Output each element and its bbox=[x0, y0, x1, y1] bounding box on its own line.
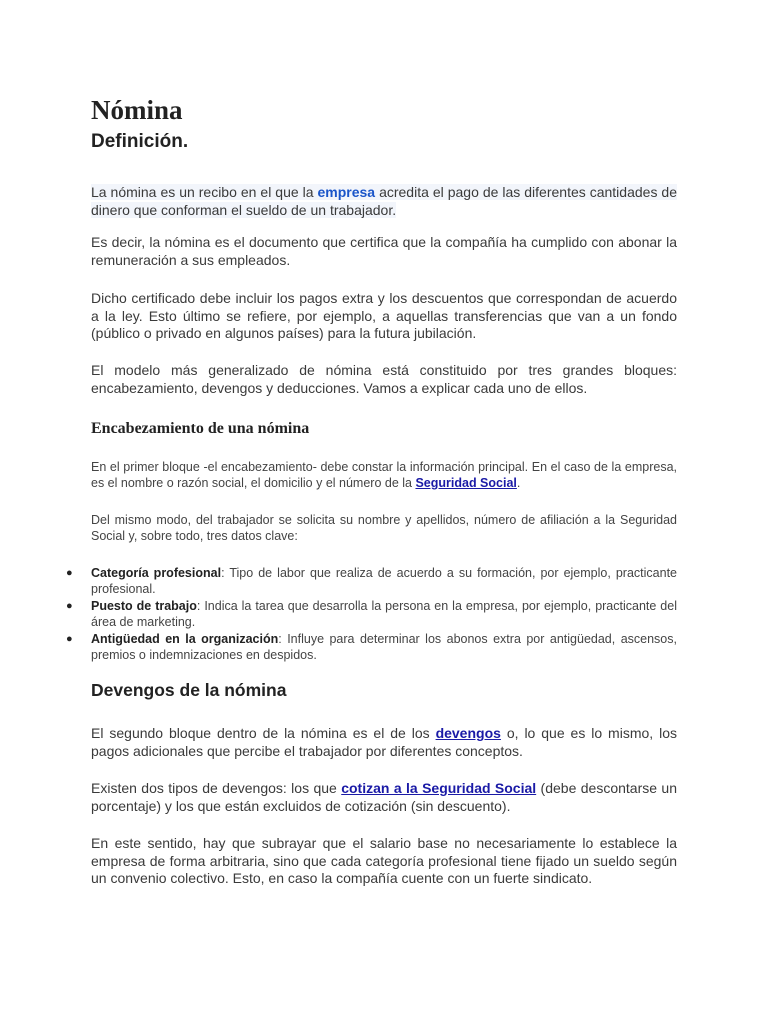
devengos-paragraph-3: En este sentido, hay que subrayar que el salario base no necesariamente lo establece la empresa de forma arbitraria, sino que cada categoría profesional tiene fijado un sueldo según un convenio colectivo. Esto, en caso la compañía cuente con un fuerte sindicato. bbox=[91, 835, 677, 886]
devengos-paragraph-2: Existen dos tipos de devengos: los que cotizan a la Seguridad Social (debe descontarse un porcentaje) y los que están excluidos de cotización (sin descuento). bbox=[91, 780, 677, 814]
page-subtitle: Definición. bbox=[91, 131, 189, 152]
seguridad-social-link[interactable]: Seguridad Social bbox=[415, 476, 517, 490]
intro-paragraph-2: Es decir, la nómina es el documento que certifica que la compañía ha cumplido con abonar la remuneración a sus empleados. bbox=[91, 234, 677, 268]
list-item: ● Puesto de trabajo: Indica la tarea que desarrolla la persona en la empresa, por ejemplo, practicante del área de marketing. bbox=[66, 599, 677, 629]
intro-paragraph-1: La nómina es un recibo en el que la empresa acredita el pago de las diferentes cantidades de dinero que conforman el sueldo de un trabajador. bbox=[91, 184, 677, 218]
intro-paragraph-4: El modelo más generalizado de nómina está constituido por tres grandes bloques: encabezamiento, devengos y deducciones. Vamos a explicar cada uno de ellos. bbox=[91, 362, 677, 396]
empresa-link[interactable]: empresa bbox=[317, 184, 376, 200]
devengos-paragraph-1: El segundo bloque dentro de la nómina es el de los devengos o, lo que es lo mismo, los pagos adicionales que percibe el trabajador por diferentes conceptos. bbox=[91, 725, 677, 759]
key-data-list bbox=[66, 565, 678, 664]
encabezamiento-paragraph-1: En el primer bloque -el encabezamiento- debe constar la información principal. En el caso de la empresa, es el nombre o razón social, el domicilio y el número de la Seguridad Social. bbox=[91, 460, 677, 490]
section-heading-devengos: Devengos de la nómina bbox=[91, 680, 287, 700]
intro-paragraph-3: Dicho certificado debe incluir los pagos extra y los descuentos que correspondan de acuerdo a la ley. Esto último se refiere, por ejemplo, a aquellas transferencias que van a un fondo (público o privado en algunos países) para la futura jubilación. bbox=[91, 290, 677, 341]
list-item: ● Categoría profesional: Tipo de labor que realiza de acuerdo a su formación, por ejemplo, practicante profesional. bbox=[66, 566, 678, 596]
section-heading-encabezamiento: Encabezamiento de una nómina bbox=[91, 420, 310, 437]
bullet-icon: ● bbox=[66, 633, 73, 645]
list-item: ● Antigüedad en la organización: Influye para determinar los abonos extra por antigüedad, ascensos, premios o indemnizaciones en despidos. bbox=[66, 632, 677, 662]
cotizan-link[interactable]: cotizan a la Seguridad Social bbox=[341, 780, 537, 796]
bullet-icon: ● bbox=[66, 567, 73, 579]
bullet-icon: ● bbox=[66, 600, 73, 612]
encabezamiento-paragraph-2: Del mismo modo, del trabajador se solicita su nombre y apellidos, número de afiliación a la Seguridad Social y, sobre todo, tres datos clave: bbox=[91, 513, 677, 543]
devengos-link[interactable]: devengos bbox=[435, 725, 501, 741]
page-title: Nómina bbox=[91, 95, 183, 125]
